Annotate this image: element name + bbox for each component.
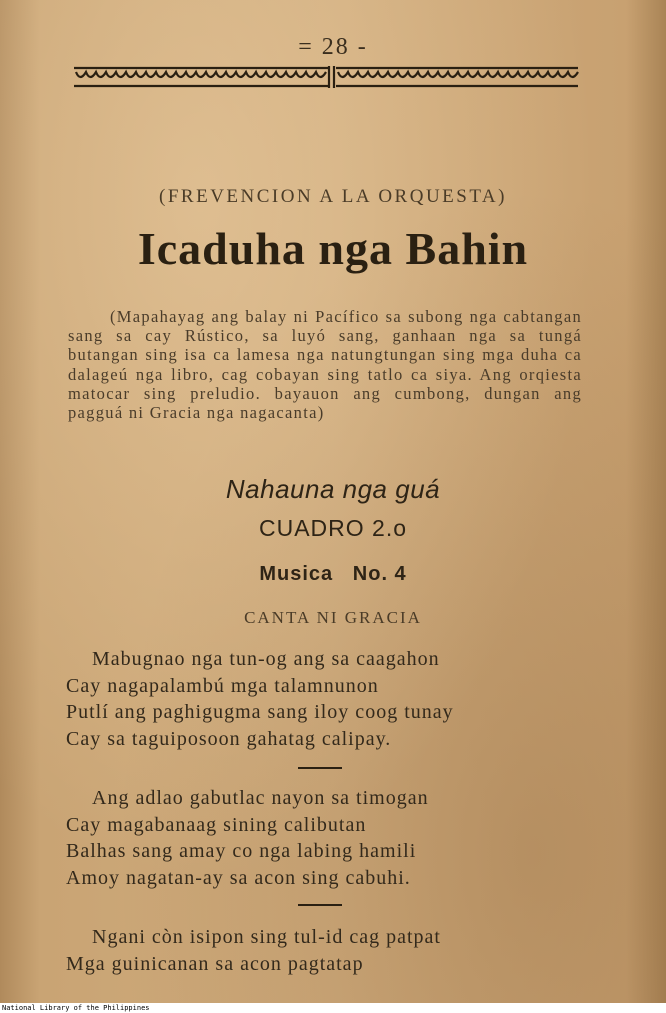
verse-line: Putlí ang paghigugma sang iloy coog tunay xyxy=(66,701,454,724)
verse-line: Amoy nagatan-ay sa acon sing cabuhi. xyxy=(66,866,411,889)
stanza-3 xyxy=(66,924,441,977)
library-credit: National Library of the Philippines xyxy=(2,1004,150,1012)
ornament-border-icon xyxy=(70,62,582,92)
orchestra-heading: (FREVENCION A LA ORQUESTA) xyxy=(159,186,507,207)
stanza-1 xyxy=(66,646,454,752)
scene-title: Nahauna nga guá xyxy=(225,474,441,504)
stage-direction-text: (Mapahayag ang balay ni Pacífico sa subong nga cabtangan sang sa cay Rústico, sa luyó sang, ganhaan nga sa tungá butangan sing isa ca lamesa nga natungtungan sing mga duha ca dalageú nga libro, cag cobayan sing tatlo ca siya. Ang orqiesta matocar sing preludio. bayauon ang cumbong, dungan ang pagguá ni Gracia nga nagacanta) xyxy=(68,307,582,423)
verse-line: Ngani còn isipon sing tul-id cag patpat xyxy=(92,926,441,948)
act-title: Icaduha nga Bahin xyxy=(137,223,529,274)
page-number: = 28 - xyxy=(298,34,368,60)
verse-line: Cay nagapalambú mga talamnunon xyxy=(66,674,379,697)
verse-line: Cay sa taguiposoon gahatag calipay. xyxy=(66,727,392,750)
stanza-divider xyxy=(298,904,342,906)
verse-line: Mabugnao nga tun-og ang sa caagahon xyxy=(92,648,440,670)
stanza-2 xyxy=(66,785,429,891)
verse-line: Cay magabanaag sining calibutan xyxy=(66,813,367,836)
singer-label: CANTA NI GRACIA xyxy=(244,608,422,627)
verse-line: Mga guinicanan sa acon pagtatap xyxy=(66,952,364,975)
music-number: Musica No. 4 xyxy=(259,563,407,585)
verse-line: Ang adlao gabutlac nayon sa timogan xyxy=(92,787,429,809)
cuadro-label: CUADRO 2.o xyxy=(258,515,408,541)
stage-direction xyxy=(68,307,582,422)
verse-line: Balhas sang amay co nga labing hamili xyxy=(66,840,417,863)
stanza-divider xyxy=(298,767,342,769)
